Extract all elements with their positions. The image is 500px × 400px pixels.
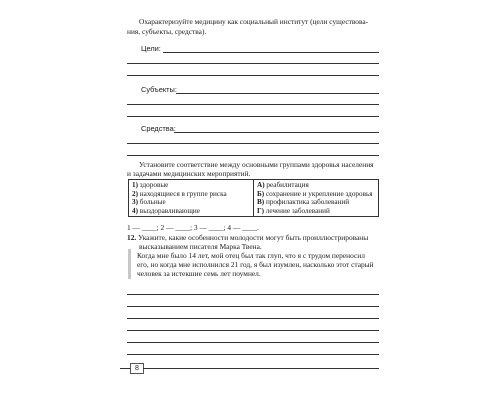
task1-prompt-line1: Охарактеризуйте медицину как социальный институт (цели существова- [139, 17, 369, 26]
task12-answer-line[interactable] [127, 294, 379, 295]
quote-line: его, но когда мне исполнился 21 год, я был изумлен, насколько этот старый [137, 260, 374, 269]
matching-table [128, 179, 379, 217]
page-number: 8 [130, 363, 144, 374]
list-item: 1) здоровые [132, 181, 169, 189]
subjects-answer-line[interactable] [127, 104, 379, 105]
task2-prompt-line1: Установите соответствие между основными группами здоровья населения [139, 160, 374, 169]
list-item: А) реабилитация [257, 181, 309, 189]
list-item: 4) выздоравливающие [132, 206, 200, 215]
means-answer-line-inline[interactable] [174, 132, 379, 133]
list-item: 3) больные [132, 198, 166, 207]
list-item: Г) лечение заболеваний [257, 206, 330, 215]
task12-answer-line[interactable] [127, 342, 379, 343]
task-number: 12. [127, 233, 137, 242]
goals-answer-line[interactable] [127, 63, 379, 64]
task12-prompt [127, 233, 387, 242]
quote-bar [128, 249, 131, 279]
task12-answer-line[interactable] [127, 330, 379, 331]
task2-prompt-line2: и задачами медицинских мероприятий. [127, 169, 251, 178]
list-item: 2) находящиеся в группе риска [132, 189, 227, 198]
list-item: Б) сохранение и укрепление здоровья [257, 189, 373, 198]
means-answer-line[interactable] [127, 143, 379, 144]
task1-prompt-line2: ния, субъекты, средства). [127, 27, 207, 36]
task12-answer-line[interactable] [127, 306, 379, 307]
subjects-answer-line-inline[interactable] [176, 93, 379, 94]
list-item: В) профилактика заболеваний [257, 198, 350, 207]
matching-answer-template[interactable]: 1 — ____; 2 — ____; 3 — ____; 4 — ____. [127, 223, 259, 232]
goals-answer-line-inline[interactable] [163, 52, 379, 53]
goals-label: Цели: [141, 44, 161, 53]
task12-prompt-line1: Укажите, какие особенности молодости могут быть проиллюстрированы [138, 233, 369, 242]
subjects-answer-line[interactable] [127, 116, 379, 117]
footer-rule-left [120, 368, 130, 369]
group-cell [129, 180, 254, 217]
goals-answer-line[interactable] [127, 75, 379, 76]
matching-table-row [129, 180, 379, 217]
task12-answer-line[interactable] [127, 318, 379, 319]
task12-answer-line[interactable] [127, 354, 379, 355]
means-answer-line[interactable] [127, 155, 379, 156]
means-label: Средства: [141, 124, 176, 133]
task12-prompt-line2: высказыванием писателя Марка Твена. [139, 242, 262, 251]
subjects-label: Субъекты: [141, 85, 177, 94]
footer-rule [143, 368, 379, 369]
quote-line: человек за истекшие семь лет поумнел. [137, 269, 261, 278]
quote-line: Когда мне было 14 лет, мой отец был так глуп, что я с трудом переносил [137, 251, 365, 260]
task-cell [254, 180, 379, 217]
